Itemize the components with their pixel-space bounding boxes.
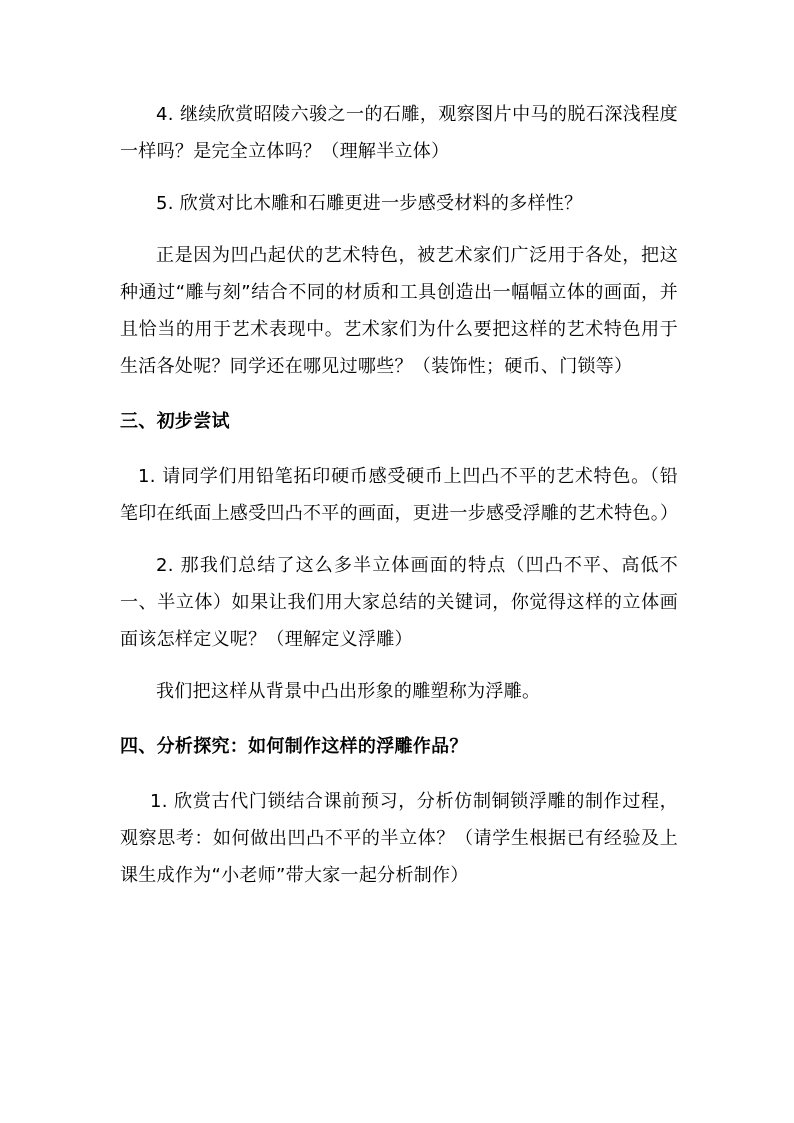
paragraph-item-4: 4. 继续欣赏昭陵六骏之一的石雕，观察图片中马的脱石深浅程度一样吗？是完全立体吗？（理解半立体）: [120, 104, 678, 162]
section-heading-initial-attempt: 三、初步尝试: [120, 411, 230, 432]
paragraph-relief-definition: 我们把这样从背景中凸出形象的雕塑称为浮雕。: [156, 681, 541, 702]
paragraph-feature-explanation: 正是因为凹凸起伏的艺术特色，被艺术家们广泛用于各处，把这种通过“雕与刻”结合不同的材质和工具创造出一幅幅立体的画面，并且恰当的用于艺术表现中。艺术家们为什么要把这样的艺术特色用于生活各处呢？同学还在哪见过哪些？（装饰性；硬币、门锁等）: [120, 245, 678, 377]
paragraph-item-5: 5. 欣赏对比木雕和石雕更进一步感受材料的多样性？: [156, 193, 583, 214]
paragraph-attempt-2: 2. 那我们总结了这么多半立体画面的特点（凹凸不平、高低不一、半立体）如果让我们用大家总结的关键词，你觉得这样的立体画面该怎样定义呢？（理解定义浮雕）: [120, 555, 678, 650]
document-page: [120, 96, 678, 894]
paragraph-attempt-1: 1. 请同学们用铅笔拓印硬币感受硬币上凹凸不平的艺术特色。（铅笔印在纸面上感受凹凸不平的画面，更进一步感受浮雕的艺术特色。）: [120, 466, 679, 524]
section-heading-analysis: 四、分析探究：如何制作这样的浮雕作品？: [120, 736, 468, 757]
paragraph-analysis-1: 1. 欣赏古代门锁结合课前预习，分析仿制铜锁浮雕的制作过程，观察思考：如何做出凹凸不平的半立体？（请学生根据已有经验及上课生成作为“小老师”带大家一起分析制作）: [120, 791, 678, 886]
